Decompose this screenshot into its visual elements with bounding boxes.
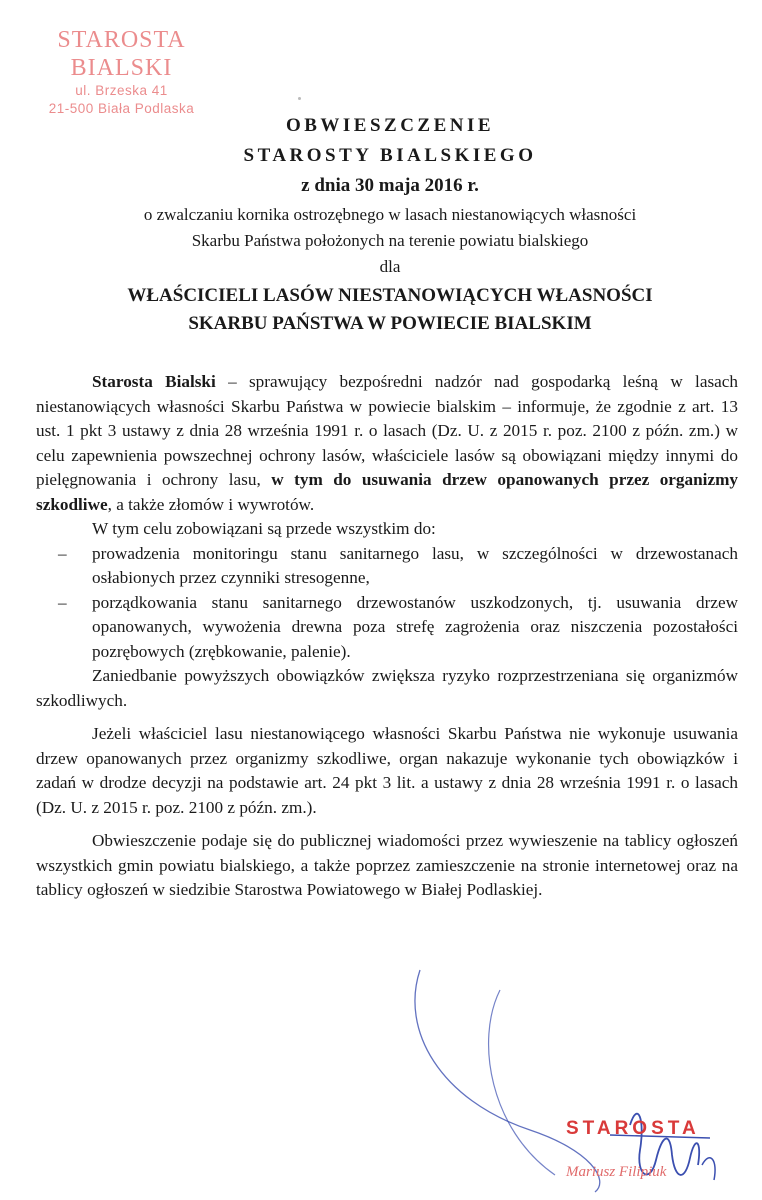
subject-line-1: o zwalczaniu kornika ostrozębnego w lasach niestanowiących własności <box>143 205 637 224</box>
stamp-office-name: STAROSTA BIALSKI <box>57 27 186 81</box>
paragraph-1-emphasis: w tym do usuwania drzew opanowanych przez organizmy szkodliwe <box>36 470 738 514</box>
office-address-stamp <box>14 26 229 118</box>
paragraph-2: W tym celu zobowiązani są przede wszystkim do: <box>92 519 436 538</box>
stamp-postal-city: 21-500 Biała Podlaska <box>48 101 195 116</box>
addressee-line-2: SKARBU PAŃSTWA W POWIECIE BIALSKIM <box>188 313 592 334</box>
list-item <box>36 591 738 665</box>
list-item-text: porządkowania stanu sanitarnego drzewostanów uszkodzonych, tj. usuwania drzew opanowanych, wywożenia drewna poza strefę zagrożenia oraz niszczenia pozostałości pozrębowych (zrębkowanie, palenie). <box>92 592 738 661</box>
bullet-dash: – <box>58 543 67 563</box>
paragraph-4: Jeżeli właściciel lasu niestanowiącego własności Skarbu Państwa nie wykonuje usuwania drzew opanowanych przez organizmy szkodliwe, organ nakazuje wykonanie tych obowiązków i zadań w drodze decyzji na podstawie art. 24 pkt 3 lit. a ustawy z dnia 28 września 1991 r. o lasach (Dz. U. z 2015 r. poz. 2100 z późn. zm.). <box>36 724 738 817</box>
list-item-text: prowadzenia monitoringu stanu sanitarnego lasu, w szczególności w drzewostanach osłabionych przez czynniki stresogenne, <box>92 543 738 587</box>
document-title: OBWIESZCZENIE <box>285 115 495 136</box>
announcement-body <box>36 370 738 903</box>
paragraph-3: Zaniedbanie powyższych obowiązków zwiększa ryzyko rozprzestrzeniana się organizmów szkodliwych. <box>36 666 738 710</box>
document-date: z dnia 30 maja 2016 r. <box>301 175 479 196</box>
bullet-dash: – <box>58 592 67 612</box>
paragraph-1-tail: , a także złomów i wywrotów. <box>107 494 315 514</box>
signature-title-stamp: STAROSTA <box>566 1118 700 1139</box>
addressee-line-1: WŁAŚCICIELI LASÓW NIESTANOWIĄCYCH WŁASNOŚCI <box>127 285 653 306</box>
list-item <box>36 542 738 591</box>
starosta-bold: Starosta Bialski <box>92 372 216 391</box>
subject-line-2: Skarbu Państwa położonych na terenie powiatu bialskiego <box>191 231 589 250</box>
scan-speck <box>298 97 301 100</box>
for-word: dla <box>379 257 401 276</box>
paragraph-5: Obwieszczenie podaje się do publicznej wiadomości przez wywieszenie na tablicy ogłoszeń wszystkich gmin powiatu bialskiego, a także poprzez zamieszczenie na stronie internetowej oraz na tablicy ogłoszeń w siedzibie Starostwa Powiatowego w Białej Podlaskiej. <box>36 831 738 899</box>
paragraph-1-text: – sprawujący bezpośredni nadzór nad gospodarką leśną w lasach niestanowiących własności Skarbu Państwa w powiecie bialskim – informuje, że zgodnie z art. 13 ust. 1 pkt 3 ustawy z dnia 28 września 1991 r. o lasach (Dz. U. z 2015 r. poz. 2100 z późn. zm.) w celu zapewnienia powszechnej ochrony lasów, właściciele lasów są obowiązani między innymi do pielęgnowania i ochrony lasu, <box>36 372 738 489</box>
signature-name-stamp: Mariusz Filipiuk <box>566 1164 667 1180</box>
paragraph-1 <box>36 370 738 517</box>
document-issuer: STAROSTY BIALSKIEGO <box>243 145 537 166</box>
stamp-street: ul. Brzeska 41 <box>75 83 168 98</box>
